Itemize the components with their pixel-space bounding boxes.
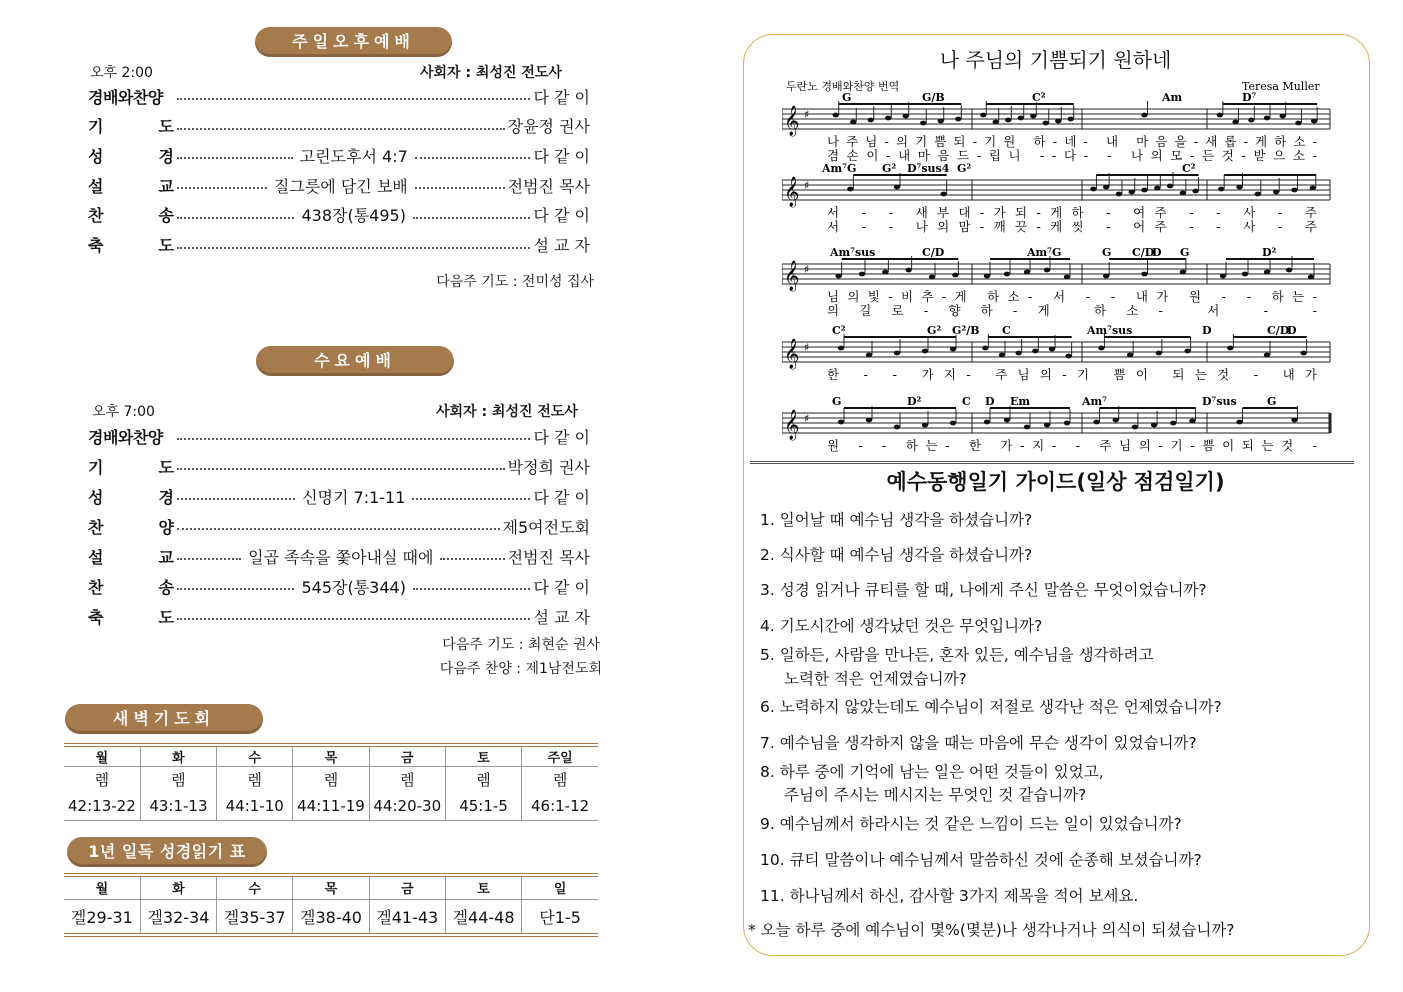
chord-label: C/D (922, 246, 945, 259)
lyric-line: 님의빛-비추-게 하소- 서 - - 내가 원 - - 하는- (827, 289, 1317, 304)
guide-question: 10. 큐티 말씀이나 예수님께서 말씀하신 것에 순종해 보셨습니까? (760, 851, 1202, 869)
order-label-char: 교 (158, 176, 174, 196)
guide-question: 9. 예수님께서 하라시는 것 같은 느낌이 드는 일이 있었습니까? (760, 815, 1182, 833)
note-head (920, 121, 926, 126)
guide-question: 4. 기도시간에 생각났던 것은 무엇입니까? (760, 617, 1043, 635)
note-head (885, 116, 891, 121)
chord-label: D⁷sus (1202, 395, 1237, 408)
note-head (1248, 118, 1254, 123)
order-person: 다 같 이 (533, 577, 590, 597)
order-label (88, 203, 174, 226)
note-head (866, 353, 872, 358)
sheet-music (782, 76, 1332, 462)
note-head (1024, 425, 1030, 430)
order-label (88, 85, 174, 108)
order-label (88, 425, 174, 448)
order-person: 전범진 목사 (507, 547, 590, 567)
staff-system (782, 324, 1330, 382)
order-label-char: 기 (88, 457, 104, 477)
note-head (905, 268, 911, 273)
sharp-icon: ♯ (804, 108, 810, 121)
note-head (1218, 187, 1224, 192)
lyric-line: 의길로-향하-게 하소- 서 - - (827, 303, 1317, 318)
note-head (1044, 423, 1050, 428)
order-label (88, 144, 174, 167)
order-row (88, 202, 590, 228)
note-head (1113, 418, 1119, 423)
table-cell: 렘 (445, 767, 521, 793)
table-cell: 렘 (293, 767, 369, 793)
chord-label: G² (927, 324, 942, 337)
wednesday-leader: 사회자 : 최성진 전도사 (436, 404, 578, 420)
note-head (903, 114, 909, 119)
guide-question: 6. 노력하지 않았는데도 예수님이 저절로 생각난 적은 언제였습니까? (760, 698, 1222, 716)
lyric-line: 겸손이-내마음드-립니 --다- - 나의모-든것-받으소- (827, 148, 1317, 163)
note-head (1005, 118, 1011, 123)
chord-label: D⁷sus4 (907, 162, 950, 175)
table-cell: 겔35-37 (217, 899, 293, 935)
note-head (1156, 351, 1162, 356)
staff-system (782, 91, 1330, 163)
note-head (850, 120, 856, 125)
chord-label: G (832, 395, 842, 408)
chord-label: G² (957, 162, 972, 175)
order-person: 다 같 이 (533, 146, 591, 166)
table-cell: 수 (217, 877, 293, 899)
table-cell: 월 (64, 877, 140, 899)
guide-question: 11. 하나님께서 하신, 감사할 3가지 제목을 적어 보세요. (760, 887, 1139, 905)
note-head (1311, 119, 1317, 124)
note-head (1043, 121, 1049, 126)
order-row (88, 573, 590, 599)
wednesday-service-title: 수요예배 (256, 346, 454, 376)
note-head (1141, 113, 1147, 118)
note-head (838, 346, 844, 351)
table-cell: 겔44-48 (445, 899, 521, 935)
order-label-char: 도 (158, 117, 174, 137)
note-head (1090, 187, 1096, 192)
note-head (1280, 114, 1286, 119)
order-label (88, 114, 174, 137)
note-head (835, 274, 841, 279)
order-row (88, 453, 590, 479)
lyric-line: 나주님-의기쁨되-기원 하-네- 내 마음을-새롭-게하소- (827, 134, 1317, 149)
lyric-line: 한 - - 가지- 주님의-기 쁨이 되는것 - 내가 (827, 367, 1317, 382)
order-label-char: 찬 (88, 517, 104, 537)
chord-label: Am⁷sus (830, 246, 876, 259)
table-cell: 렘 (522, 767, 598, 793)
chord-label: Am⁷ (1082, 395, 1107, 408)
guide-question: 1. 일어날 때 예수님 생각을 하셨습니까? (760, 511, 1033, 529)
note-head (1068, 117, 1074, 122)
note-head (882, 270, 888, 275)
table-cell: 겔38-40 (293, 899, 369, 935)
treble-clef-icon: 𝄞 (784, 177, 800, 207)
note-head (1217, 113, 1223, 118)
guide-question: 3. 성경 읽거나 큐티를 할 때, 나에게 주신 말씀은 무엇이었습니까? (760, 581, 1207, 599)
chord-label: Em (1010, 395, 1031, 408)
order-label-char: 교 (158, 547, 174, 567)
chord-label: C (962, 395, 971, 408)
order-label-char: 설 (88, 547, 104, 567)
table-cell: 렘 (140, 767, 216, 793)
note-head (859, 272, 865, 277)
note-head (1154, 186, 1160, 191)
note-head (1167, 184, 1173, 189)
chord-label: C² (1182, 162, 1196, 175)
note-head (894, 351, 900, 356)
note-head (1044, 268, 1050, 273)
order-person: 다 같 이 (533, 206, 590, 226)
table-cell: 월 (64, 747, 140, 767)
order-label (88, 515, 174, 538)
order-label-char: 성 (88, 146, 104, 166)
note-head (1291, 418, 1297, 423)
note-head (1141, 272, 1147, 277)
note-head (984, 274, 990, 279)
table-cell: 수 (217, 747, 293, 767)
note-head (1184, 349, 1190, 354)
lyric-line: 서 - - 새부대-가되-게하 - 여주 - - 사 - 주 (827, 205, 1317, 220)
note-head (929, 275, 935, 280)
note-head (999, 353, 1005, 358)
note-head (1242, 272, 1248, 277)
chord-label: C/D (1267, 324, 1290, 337)
note-head (1064, 275, 1070, 280)
chord-label: Am⁷G (1027, 246, 1062, 259)
order-row (88, 113, 590, 139)
note-head (1015, 351, 1021, 356)
table-cell: 렘 (217, 767, 293, 793)
order-detail: 질그릇에 담긴 보배 (273, 176, 408, 196)
note-head (1300, 351, 1306, 356)
note-head (1273, 190, 1279, 195)
table-cell: 43:1-13 (140, 793, 216, 821)
order-detail: 545장(통344) (301, 577, 406, 597)
order-person: 다 같 이 (533, 87, 590, 107)
note-head (950, 421, 956, 426)
table-cell: 단1-5 (522, 899, 598, 935)
order-person: 설 교 자 (533, 236, 590, 255)
note-head (838, 420, 844, 425)
order-label (88, 174, 174, 197)
staff-system (782, 246, 1330, 318)
order-label-char: 경 (158, 487, 174, 507)
guide-question: 노력한 적은 언제였습니까? (784, 670, 967, 688)
reading-plan-title: 1년 일독 성경읽기 표 (67, 837, 267, 867)
order-label-char: 양 (158, 517, 174, 537)
order-row (88, 483, 590, 509)
note-head (1055, 119, 1061, 124)
note-head (1064, 421, 1070, 426)
note-head (1093, 420, 1099, 425)
order-label (88, 485, 174, 508)
note-head (1286, 268, 1292, 273)
table-cell: 45:1-5 (445, 793, 521, 821)
order-label-text: 경배와찬양 (88, 427, 163, 447)
staff-system (782, 395, 1330, 453)
note-head (894, 425, 900, 430)
chord-label: D (1152, 246, 1162, 259)
treble-clef-icon: 𝄞 (784, 106, 800, 136)
chord-label: Am (1162, 91, 1183, 104)
table-cell: 겔29-31 (70, 907, 133, 927)
table-cell: 렘 (94, 771, 110, 790)
note-head (1170, 421, 1176, 426)
order-person: 박정희 권사 (507, 457, 590, 477)
chord-label: G/B (922, 91, 945, 104)
order-label-char: 찬 (88, 206, 104, 226)
guide-title: 예수동행일기 가이드(일상 점검일기) (886, 470, 1225, 494)
treble-clef-icon: 𝄞 (784, 261, 800, 291)
hymn-composer: Teresa Muller (1242, 80, 1320, 93)
order-label-char: 송 (158, 206, 174, 226)
table-cell: 일 (522, 877, 598, 899)
order-row (88, 513, 590, 539)
note-head (955, 117, 961, 122)
note-head (1018, 116, 1024, 121)
chord-label: C² (832, 324, 846, 337)
order-person: 전범진 목사 (507, 176, 591, 196)
table-cell: 겔41-43 (369, 899, 445, 935)
order-row (88, 172, 590, 198)
order-person: 다 같 이 (533, 427, 590, 447)
table-cell: 주일 (522, 747, 598, 767)
guide-question: 7. 예수님을 생각하지 않을 때는 마음에 무슨 생각이 있었습니까? (760, 734, 1197, 752)
staff-system (782, 162, 1330, 234)
note-head (866, 418, 872, 423)
order-label-char: 도 (158, 236, 174, 255)
order-row (88, 83, 590, 109)
lyric-line: 원 - - 하는- 한 가-지- - 주님의-기-쁨이되는것 - (827, 438, 1317, 453)
note-head (1236, 420, 1242, 425)
reading-plan-table (64, 877, 598, 937)
table-cell: 42:13-22 (68, 797, 136, 816)
note-head (1255, 192, 1261, 197)
table-cell: 토 (445, 877, 521, 899)
note-head (1232, 120, 1238, 125)
guide-question: 8. 하루 중에 기억에 남는 일은 어떤 것들이 있었고, (760, 763, 1104, 781)
note-head (1024, 270, 1030, 275)
note-head (1004, 418, 1010, 423)
note-head (922, 423, 928, 428)
sharp-icon: ♯ (804, 263, 810, 276)
note-head (833, 113, 839, 118)
table-cell: 44:1-10 (217, 793, 293, 821)
note-head (1129, 190, 1135, 195)
note-head (980, 113, 986, 118)
chord-label: G (1267, 395, 1277, 408)
note-head (1264, 116, 1270, 121)
note-head (1291, 188, 1297, 193)
chord-label: D (1202, 324, 1212, 337)
order-label-text: 경배와찬양 (88, 87, 163, 107)
sunday-time: 오후 2:00 (90, 65, 153, 81)
order-person: 장윤정 권사 (507, 117, 590, 137)
note-head (1004, 272, 1010, 277)
note-head (1264, 353, 1270, 358)
table-cell: 44:20-30 (369, 793, 445, 821)
wednesday-next-prayer: 다음주 기도 : 최현순 권사 (442, 637, 600, 653)
note-head (950, 347, 956, 352)
note-head (1141, 188, 1147, 193)
note-head (1227, 346, 1233, 351)
sunday-service-title: 주일오후예배 (255, 27, 452, 57)
table-cell: 겔32-34 (140, 899, 216, 935)
sunday-leader: 사회자 : 최성진 전도사 (420, 65, 562, 81)
note-head (1180, 270, 1186, 275)
order-row (88, 142, 590, 168)
note-head (938, 119, 944, 124)
sharp-icon: ♯ (804, 412, 810, 425)
chord-label: C (1002, 324, 1011, 337)
note-head (1032, 349, 1038, 354)
treble-clef-icon: 𝄞 (784, 410, 800, 440)
dawn-prayer-title: 새벽기도회 (65, 704, 263, 734)
table-cell: 44:11-19 (293, 793, 369, 821)
note-head (1065, 354, 1071, 359)
order-label-char: 설 (88, 176, 104, 196)
note-head (1295, 121, 1301, 126)
note-head (1127, 353, 1133, 358)
sunday-next-prayer: 다음주 기도 : 전미성 집사 (436, 274, 594, 290)
note-head (940, 192, 946, 197)
chord-label: D (1287, 324, 1297, 337)
chord-label: C/D (1132, 246, 1155, 259)
sharp-icon: ♯ (804, 341, 810, 354)
order-label-char: 송 (158, 577, 174, 597)
order-row (88, 423, 590, 449)
order-label (88, 455, 174, 478)
table-cell: 토 (445, 747, 521, 767)
order-label (88, 575, 174, 598)
note-head (982, 346, 988, 351)
order-detail: 438장(통495) (301, 206, 406, 226)
note-head (1189, 419, 1195, 424)
note-head (1132, 425, 1138, 430)
note-head (1103, 185, 1109, 190)
note-head (1030, 114, 1036, 119)
guide-question: 주님이 주시는 메시지는 무엇인 것 같습니까? (784, 786, 1087, 804)
order-row (88, 543, 590, 569)
table-cell: 화 (140, 747, 216, 767)
table-cell: 화 (140, 877, 216, 899)
note-head (1308, 275, 1314, 280)
chord-label: G (1180, 246, 1190, 259)
note-head (1049, 347, 1055, 352)
note-head (868, 118, 874, 123)
dawn-prayer-table (64, 747, 598, 821)
note-head (1310, 186, 1316, 191)
note-head (1220, 274, 1226, 279)
order-label-char: 찬 (88, 577, 104, 597)
table-cell: 46:1-12 (522, 793, 598, 821)
chord-label: D² (1262, 246, 1277, 259)
order-label-char: 기 (88, 117, 104, 137)
order-label-char: 경 (158, 146, 174, 166)
guide-question: 2. 식사할 때 예수님 생각을 하셨습니까? (760, 546, 1033, 564)
table-cell: 렘 (369, 767, 445, 793)
chord-label: Am⁷sus (1087, 324, 1133, 337)
guide-question: * 오늘 하루 중에 예수님이 몇%(몇분)나 생각나거나 의식이 되셨습니까? (748, 921, 1235, 939)
order-person: 제5여전도회 (502, 517, 590, 537)
order-label (88, 545, 174, 568)
chord-label: C² (1032, 91, 1046, 104)
chord-label: G²/B (952, 324, 980, 337)
wednesday-time: 오후 7:00 (92, 404, 155, 420)
chord-label: D⁷ (1242, 91, 1257, 104)
order-detail: 고린도후서 4:7 (299, 146, 408, 166)
guide-question: 5. 일하든, 사람을 만나든, 혼자 있든, 예수님을 생각하려고 (760, 646, 1154, 664)
table-cell: 금 (369, 877, 445, 899)
chord-label: G² (882, 162, 897, 175)
lyric-line: 서 - - 나의맘-깨끗-케씻 - 어주 - - 사 - 주 (827, 219, 1317, 234)
order-label-char: 축 (88, 236, 104, 255)
note-head (1151, 423, 1157, 428)
note-head (847, 187, 853, 192)
hymn-title: 나 주님의 기쁨되기 원하네 (939, 48, 1172, 72)
order-person: 설 교 자 (533, 607, 590, 627)
order-label (88, 233, 174, 256)
note-head (1098, 346, 1104, 351)
note-head (1116, 192, 1122, 197)
table-cell: 목 (293, 877, 369, 899)
hymn-subtitle: 두란노 경배와찬양 번역 (786, 80, 900, 93)
order-label (88, 605, 174, 628)
note-head (1192, 189, 1198, 194)
note-head (894, 185, 900, 190)
order-label-char: 도 (158, 457, 174, 477)
table-cell: 목 (293, 747, 369, 767)
table-cell: 금 (369, 747, 445, 767)
treble-clef-icon: 𝄞 (784, 339, 800, 369)
note-head (1103, 274, 1109, 279)
chord-label: Am⁷G (822, 162, 857, 175)
order-person: 다 같 이 (533, 487, 591, 507)
order-label-char: 도 (158, 607, 174, 627)
note-head (952, 273, 958, 278)
order-label-char: 성 (88, 487, 104, 507)
order-detail: 일곱 족속을 쫓아내실 때에 (248, 547, 434, 567)
chord-label: G (1102, 246, 1112, 259)
note-head (1180, 191, 1186, 196)
order-label-char: 축 (88, 607, 104, 627)
order-row (88, 603, 590, 629)
order-detail: 신명기 7:1-11 (302, 487, 406, 507)
note-head (1236, 185, 1242, 190)
sharp-icon: ♯ (804, 179, 810, 192)
note-head (993, 120, 999, 125)
note-head (1264, 270, 1270, 275)
note-head (984, 420, 990, 425)
chord-label: G (842, 91, 852, 104)
wednesday-next-praise: 다음주 찬양 : 제1남전도회 (439, 661, 602, 677)
chord-label: D² (907, 395, 922, 408)
order-row (88, 232, 590, 258)
note-head (922, 349, 928, 354)
chord-label: D (985, 395, 995, 408)
